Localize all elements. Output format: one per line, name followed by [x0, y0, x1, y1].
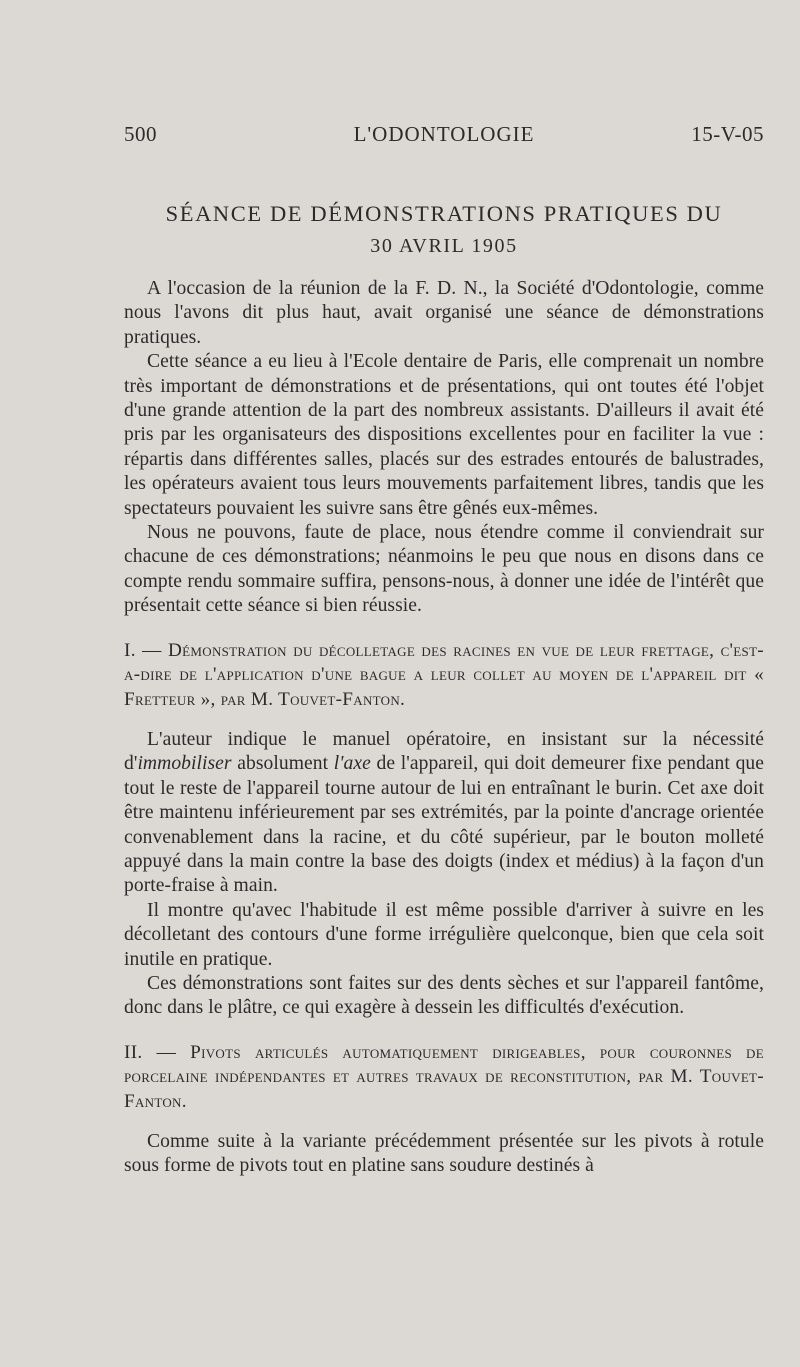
section-1-paragraph-2: Il montre qu'avec l'habitude il est même possible d'arriver à suivre en les décolletant des contours d'une forme irrégulière quelconque, bien que cela soit inutile en pratique. — [124, 899, 764, 970]
intro-paragraph-2: Cette séance a eu lieu à l'Ecole dentaire de Paris, elle comprenait un nombre très important de démonstrations et de présentations, qui ont toutes été l'objet d'une grande attention de la part des nombreux assistants. D'ailleurs il avait été pris par les organisateurs des dispositions excellentes pour en faciliter la vue : répartis dans différentes salles, placés sur des estrades entourés de balustrades, les opérateurs avaient tous leurs mouvements parfaitement libres, tandis que les spectateurs pouvaient les suivre sans être gênés eux-mêmes. — [124, 351, 764, 519]
spacer — [124, 1114, 764, 1130]
page-header — [124, 122, 764, 152]
spacer — [124, 712, 764, 728]
section-2-heading — [124, 1041, 764, 1114]
page-number: 500 — [124, 122, 157, 146]
section-2-heading-text: — Pivots articulés automatiquement dirigeables, pour couronnes de porcelaine indépendantes et autres travaux de reconstitution, par M. Touvet-Fanton. — [124, 1041, 764, 1112]
spacer — [124, 619, 764, 639]
running-title: L'ODONTOLOGIE — [353, 122, 535, 146]
section-1-heading — [124, 639, 764, 712]
section-1-paragraph-3: Ces démonstrations sont faites sur des dents sèches et sur l'appareil fantôme, donc dans le plâtre, ce qui exagère à dessein les difficultés d'exécution. — [124, 972, 764, 1019]
spacer — [124, 1021, 764, 1041]
intro-paragraph-1: A l'occasion de la réunion de la F. D. N., la Société d'Odontologie, comme nous l'avons dit plus haut, avait organisé une séance de démonstrations pratiques. — [124, 278, 764, 348]
article-body — [124, 277, 764, 1179]
article-title — [124, 198, 764, 262]
text-run: absolument — [231, 753, 334, 775]
section-1-number: I. — [124, 639, 136, 661]
section-2-paragraph-1: Comme suite à la variante précédemment présentée sur les pivots à rotule sous forme de pivots tout en platine sans soudure destinés à — [124, 1131, 764, 1177]
text-run: L'auteur indique le manuel opératoire, en insistant sur la nécessité d' — [124, 728, 764, 775]
section-2-number: II. — [124, 1041, 143, 1063]
issue-date: 15-V-05 — [691, 122, 764, 146]
text-run: de l'appareil, qui doit demeurer fixe pendant que tout le reste de l'appareil tourne autour de lui en entraînant le burin. Cet axe doit être maintenu inférieurement par ses extrémités, par la pointe d'ancrage orientée convenablement dans la racine, et du côté supérieur, par le bouton molleté appuyé dans la main contre la base des doigts (index et médius) à la façon d'un porte-fraise à main. — [124, 753, 765, 897]
intro-paragraph-3: Nous ne pouvons, faute de place, nous étendre comme il conviendrait sur chacune de ces démonstrations; néanmoins le peu que nous en disons dans ce compte rendu sommaire suffira, pensons-nous, à donner une idée de l'intérêt que présentait cette séance si bien réussie. — [124, 522, 764, 617]
article-title-line1: SÉANCE DE DÉMONSTRATIONS PRATIQUES DU — [165, 201, 723, 226]
emphasis-text: l'axe — [333, 753, 371, 775]
article-title-line2: 30 AVRIL 1905 — [370, 235, 518, 257]
section-1-paragraph-1 — [124, 728, 764, 899]
emphasis-text: immobiliser — [137, 753, 232, 775]
section-1-heading-text: — Démonstration du décolletage des racines en vue de leur frettage, c'est-a-dire de l'application d'une bague a leur collet au moyen de l'appareil dit « Fretteur », par M. Touvet-Fanton. — [124, 639, 764, 710]
